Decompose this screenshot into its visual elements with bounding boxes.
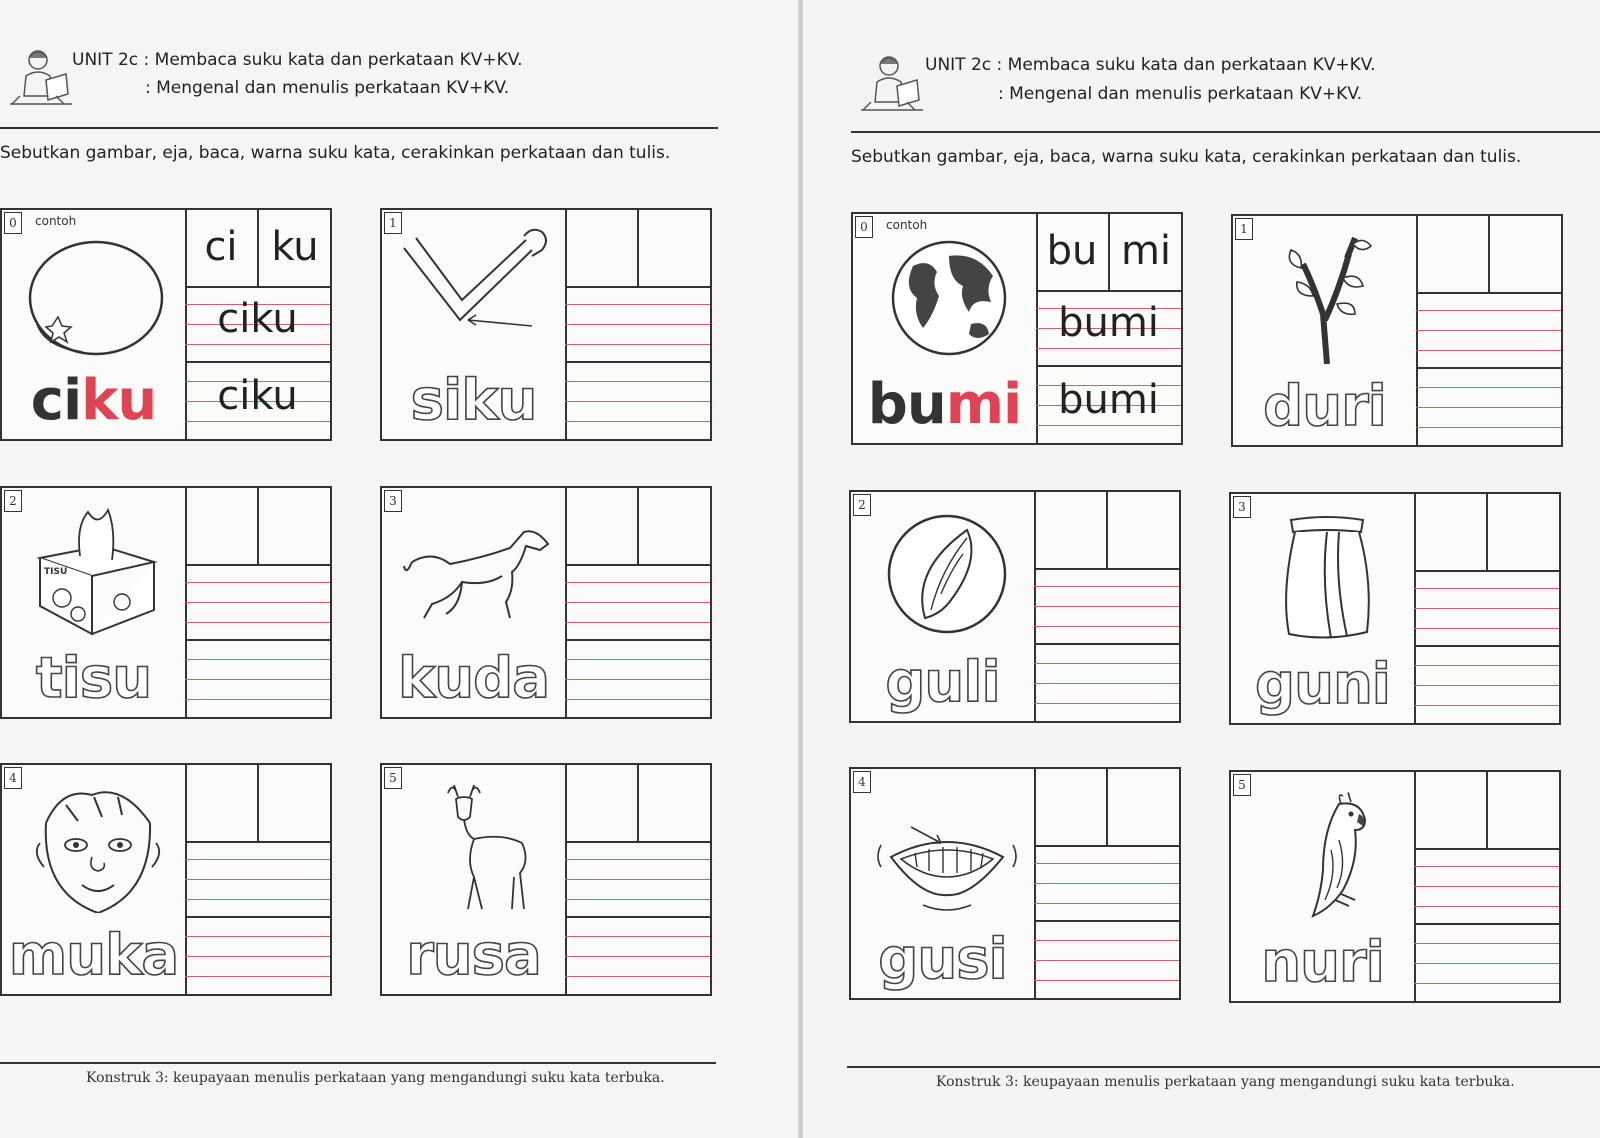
unit-title bbox=[925, 55, 1376, 75]
header-rule bbox=[0, 127, 718, 129]
writing-cells bbox=[1414, 494, 1559, 723]
card-guni bbox=[1229, 492, 1561, 725]
picture-panel bbox=[1233, 216, 1418, 445]
writing-row-2[interactable] bbox=[1414, 925, 1559, 1000]
sack-icon bbox=[1251, 512, 1401, 642]
writing-row-2[interactable] bbox=[1414, 647, 1559, 722]
outline-word: gusi bbox=[878, 927, 1007, 992]
footer-rule bbox=[0, 1062, 716, 1064]
example-tag: contoh bbox=[886, 218, 928, 232]
writing-row-2[interactable] bbox=[185, 641, 330, 716]
written-word-1: bumi bbox=[1058, 300, 1159, 346]
card-muka bbox=[0, 763, 332, 996]
written-word-1: ciku bbox=[217, 296, 298, 342]
writing-cells bbox=[185, 765, 330, 994]
earth-globe-icon bbox=[873, 232, 1023, 362]
card-number: 3 bbox=[384, 490, 402, 512]
writing-cells bbox=[1034, 769, 1179, 998]
outline-word: nuri bbox=[1261, 930, 1384, 995]
writing-row-2[interactable] bbox=[185, 918, 330, 993]
writing-row-1[interactable] bbox=[185, 841, 330, 918]
picture-panel bbox=[382, 488, 567, 717]
instruction: Sebutkan gambar, eja, baca, warna suku kata, cerakinkan perkataan dan tulis. bbox=[851, 147, 1522, 167]
card-number: 2 bbox=[853, 494, 871, 516]
writing-cells bbox=[185, 210, 330, 439]
picture-panel bbox=[851, 492, 1036, 721]
reading-boy-icon bbox=[857, 52, 927, 114]
card-number: 5 bbox=[1233, 774, 1251, 796]
word-part-1: ci bbox=[30, 368, 82, 433]
syllable-row[interactable] bbox=[1034, 769, 1179, 847]
writing-row-1[interactable] bbox=[1034, 845, 1179, 922]
instruction: Sebutkan gambar, eja, baca, warna suku kata, cerakinkan perkataan dan tulis. bbox=[0, 143, 671, 163]
syllable-row[interactable] bbox=[185, 488, 330, 566]
writing-row-1 bbox=[1036, 290, 1181, 367]
card-tisu bbox=[0, 486, 332, 719]
word-part-2: mi bbox=[945, 372, 1022, 437]
outline-word: siku bbox=[410, 368, 537, 433]
picture-panel bbox=[1231, 772, 1416, 1001]
card-number: 4 bbox=[4, 767, 22, 789]
writing-row-1[interactable] bbox=[565, 841, 710, 918]
card-gusi bbox=[849, 767, 1181, 1000]
syllable-row[interactable] bbox=[565, 210, 710, 288]
card-number: 0 bbox=[4, 212, 22, 234]
syllable-1: ci bbox=[204, 224, 238, 270]
syllable-2: ku bbox=[271, 224, 319, 270]
picture-panel bbox=[851, 769, 1036, 998]
footer-note: Konstruk 3: keupayaan menulis perkataan yang mengandungi suku kata terbuka. bbox=[936, 1074, 1515, 1090]
written-word-2: ciku bbox=[217, 373, 298, 419]
example-tag: contoh bbox=[35, 214, 77, 228]
card-number: 1 bbox=[384, 212, 402, 234]
outline-word: guni bbox=[1254, 652, 1390, 717]
picture-panel bbox=[2, 765, 187, 994]
syllable-1: bu bbox=[1046, 228, 1098, 274]
card-guli bbox=[849, 490, 1181, 723]
writing-cells bbox=[1036, 214, 1181, 443]
writing-row-2[interactable] bbox=[565, 363, 710, 438]
writing-row-1[interactable] bbox=[185, 564, 330, 641]
objective-1: : Membaca suku kata dan perkataan KV+KV. bbox=[143, 50, 523, 70]
writing-row-1[interactable] bbox=[565, 286, 710, 363]
card-nuri bbox=[1229, 770, 1561, 1003]
writing-row-1[interactable] bbox=[1034, 568, 1179, 645]
outline-word: tisu bbox=[35, 646, 152, 711]
card-duri bbox=[1231, 214, 1563, 447]
picture-panel bbox=[2, 488, 187, 717]
syllable-2: mi bbox=[1120, 228, 1172, 274]
syllable-row[interactable] bbox=[1416, 216, 1561, 294]
footer-rule bbox=[847, 1066, 1600, 1068]
outline-word: guli bbox=[885, 650, 1000, 715]
card-kuda bbox=[380, 486, 712, 719]
syllable-row[interactable] bbox=[1414, 494, 1559, 572]
horse-icon bbox=[402, 506, 552, 636]
writing-row-2[interactable] bbox=[1034, 922, 1179, 997]
writing-row-2[interactable] bbox=[1416, 369, 1561, 444]
writing-cells bbox=[565, 765, 710, 994]
syllable-row bbox=[1036, 214, 1181, 292]
objective-2: : Mengenal dan menulis perkataan KV+KV. bbox=[145, 78, 510, 98]
example-card-ciku bbox=[0, 208, 332, 441]
reading-boy-icon bbox=[6, 46, 76, 108]
objective-2: : Mengenal dan menulis perkataan KV+KV. bbox=[998, 84, 1363, 104]
marble-icon bbox=[871, 510, 1021, 640]
syllable-row bbox=[185, 210, 330, 288]
outline-word: rusa bbox=[406, 923, 541, 988]
outline-word: duri bbox=[1263, 374, 1386, 439]
card-number: 3 bbox=[1233, 496, 1251, 518]
writing-row-2[interactable] bbox=[1034, 645, 1179, 720]
example-word bbox=[2, 368, 185, 433]
unit-label: UNIT 2c bbox=[925, 55, 992, 75]
writing-cells bbox=[1414, 772, 1559, 1001]
tissue-box-icon bbox=[22, 506, 172, 636]
card-number: 5 bbox=[384, 767, 402, 789]
writing-row-1[interactable] bbox=[1414, 848, 1559, 925]
card-number: 4 bbox=[853, 771, 871, 793]
writing-row-2[interactable] bbox=[565, 641, 710, 716]
deer-icon bbox=[402, 783, 552, 913]
objective-1: : Membaca suku kata dan perkataan KV+KV. bbox=[996, 55, 1376, 75]
card-number: 2 bbox=[4, 490, 22, 512]
writing-row-2 bbox=[185, 363, 330, 438]
gums-mouth-icon bbox=[871, 787, 1021, 917]
outline-word: muka bbox=[8, 923, 179, 988]
card-rusa bbox=[380, 763, 712, 996]
writing-row-1[interactable] bbox=[1416, 292, 1561, 369]
picture-panel bbox=[382, 210, 567, 439]
card-number: 1 bbox=[1235, 218, 1253, 240]
writing-cells bbox=[1416, 216, 1561, 445]
picture-panel bbox=[1231, 494, 1416, 723]
writing-row-1[interactable] bbox=[1414, 570, 1559, 647]
tissue-box-label: TISU bbox=[44, 567, 68, 577]
right-page bbox=[803, 0, 1600, 1138]
unit-label: UNIT 2c bbox=[72, 50, 139, 70]
syllable-row[interactable] bbox=[1414, 772, 1559, 850]
writing-row-1 bbox=[185, 286, 330, 363]
writing-cells bbox=[565, 488, 710, 717]
elbow-arm-icon bbox=[402, 228, 552, 358]
syllable-row[interactable] bbox=[185, 765, 330, 843]
word-part-1: bu bbox=[867, 372, 946, 437]
boy-face-icon bbox=[22, 783, 172, 913]
syllable-row[interactable] bbox=[565, 488, 710, 566]
written-word-2: bumi bbox=[1058, 377, 1159, 423]
header-rule bbox=[851, 131, 1600, 133]
writing-row-1[interactable] bbox=[565, 564, 710, 641]
card-siku bbox=[380, 208, 712, 441]
picture-panel bbox=[382, 765, 567, 994]
example-word bbox=[853, 372, 1036, 437]
picture-panel bbox=[853, 214, 1038, 443]
syllable-row[interactable] bbox=[565, 765, 710, 843]
outline-word: kuda bbox=[398, 646, 549, 711]
syllable-row[interactable] bbox=[1034, 492, 1179, 570]
writing-cells bbox=[185, 488, 330, 717]
writing-row-2 bbox=[1036, 367, 1181, 442]
footer-note: Konstruk 3: keupayaan menulis perkataan yang mengandungi suku kata terbuka. bbox=[86, 1070, 665, 1086]
card-number: 0 bbox=[855, 216, 873, 238]
writing-cells bbox=[1034, 492, 1179, 721]
word-part-2: ku bbox=[81, 368, 157, 433]
parrot-icon bbox=[1251, 790, 1401, 920]
writing-row-2[interactable] bbox=[565, 918, 710, 993]
ciku-fruit-icon bbox=[22, 228, 172, 358]
thorny-branch-icon bbox=[1253, 234, 1403, 364]
writing-cells bbox=[565, 210, 710, 439]
example-card-bumi bbox=[851, 212, 1183, 445]
unit-title bbox=[72, 50, 523, 70]
picture-panel bbox=[2, 210, 187, 439]
